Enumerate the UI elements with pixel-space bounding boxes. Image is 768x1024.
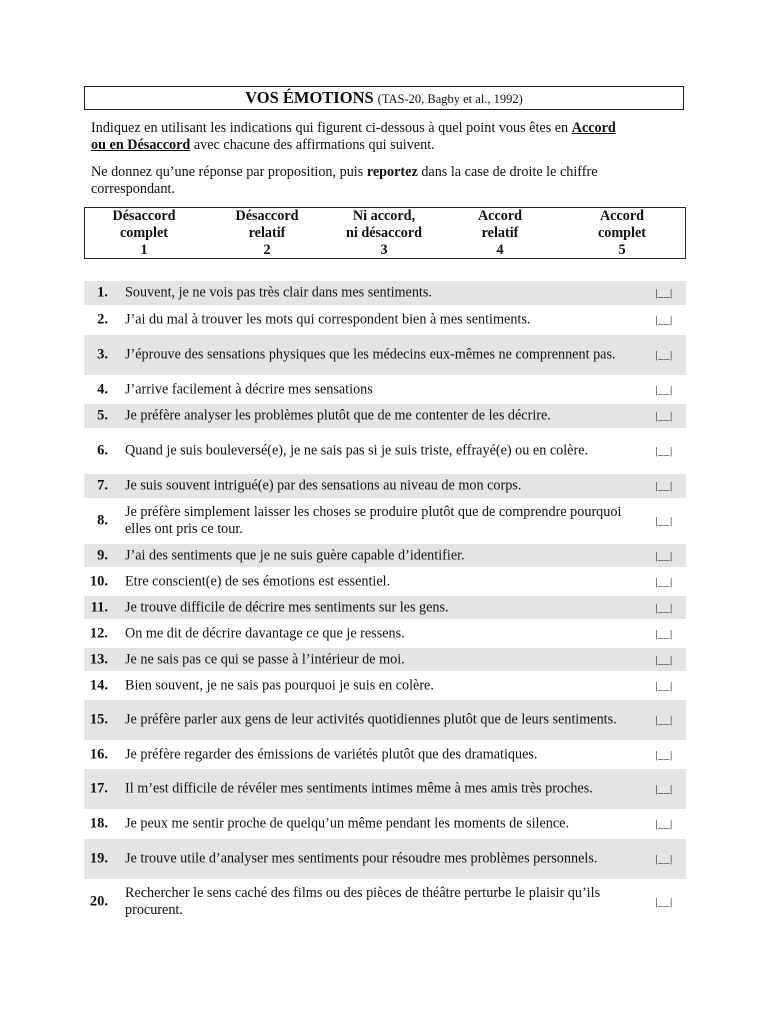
answer-box[interactable]: |__| bbox=[655, 853, 673, 865]
list-item: 20. Rechercher le sens caché des films ou des pièces de théâtre perturbe le plaisir qu’ils procurent. |__| bbox=[84, 882, 686, 922]
scale-option-2: Désaccord relatif 2 bbox=[235, 208, 299, 258]
list-item: 15. Je préfère parler aux gens de leur activités quotidiennes plutôt que de leurs sentiments. |__| bbox=[84, 700, 686, 740]
questionnaire-items bbox=[84, 281, 686, 922]
scale-option-1: Désaccord complet 1 bbox=[112, 208, 176, 258]
list-item: 19. Je trouve utile d’analyser mes sentiments pour résoudre mes problèmes personnels. |__| bbox=[84, 839, 686, 879]
page-title: VOS ÉMOTIONS bbox=[245, 88, 374, 107]
answer-box[interactable]: |__| bbox=[655, 349, 673, 361]
answer-box[interactable]: |__| bbox=[655, 714, 673, 726]
instruction-paragraph-1: Indiquez en utilisant les indications qui figurent ci-dessous à quel point vous êtes en Accord ou en Désaccord avec chacune des affirmations qui suivent. bbox=[91, 120, 616, 153]
list-item: 2. J’ai du mal à trouver les mots qui correspondent bien à mes sentiments. |__| bbox=[84, 308, 686, 332]
list-item: 5. Je préfère analyser les problèmes plutôt que de me contenter de les décrire. |__| bbox=[84, 404, 686, 428]
answer-box[interactable]: |__| bbox=[655, 818, 673, 830]
answer-box[interactable]: |__| bbox=[655, 601, 673, 614]
list-item: 10. Etre conscient(e) de ses émotions est essentiel. |__| bbox=[84, 570, 686, 593]
answer-box[interactable]: |__| bbox=[655, 575, 673, 588]
accord-label: Accord bbox=[571, 120, 616, 136]
scale-option-4: Accord relatif 4 bbox=[477, 208, 523, 258]
answer-box[interactable]: |__| bbox=[655, 445, 673, 457]
list-item: 17. Il m’est difficile de révéler mes sentiments intimes même à mes amis très proches. |__| bbox=[84, 769, 686, 809]
instruction-paragraph-2: Ne donnez qu’une réponse par proposition, puis reportez dans la case de droite le chiffre correspondant. bbox=[91, 164, 598, 197]
answer-box[interactable]: |__| bbox=[655, 896, 673, 908]
page-subtitle: (TAS-20, Bagby et al., 1992) bbox=[377, 92, 523, 106]
scale-option-5: Accord complet 5 bbox=[597, 208, 647, 258]
answer-box[interactable]: |__| bbox=[655, 549, 673, 562]
list-item: 6. Quand je suis bouleversé(e), je ne sais pas si je suis triste, effrayé(e) ou en colère. |__| bbox=[84, 431, 686, 471]
answer-box[interactable]: |__| bbox=[655, 783, 673, 795]
response-scale bbox=[84, 207, 686, 259]
answer-box[interactable]: |__| bbox=[655, 653, 673, 666]
answer-box[interactable]: |__| bbox=[655, 679, 673, 692]
list-item: 13. Je ne sais pas ce qui se passe à l’intérieur de moi. |__| bbox=[84, 648, 686, 671]
answer-box[interactable]: |__| bbox=[655, 480, 673, 492]
list-item: 11. Je trouve difficile de décrire mes sentiments sur les gens. |__| bbox=[84, 596, 686, 619]
list-item: 9. J’ai des sentiments que je ne suis guère capable d’identifier. |__| bbox=[84, 544, 686, 567]
list-item: 14. Bien souvent, je ne sais pas pourquoi je suis en colère. |__| bbox=[84, 674, 686, 697]
scale-option-3: Ni accord, ni désaccord 3 bbox=[345, 208, 423, 258]
title-box bbox=[84, 86, 684, 110]
list-item: 18. Je peux me sentir proche de quelqu’un même pendant les moments de silence. |__| bbox=[84, 812, 686, 836]
list-item: 4. J’arrive facilement à décrire mes sensations |__| bbox=[84, 378, 686, 401]
desaccord-label: ou en Désaccord bbox=[91, 137, 191, 153]
list-item: 7. Je suis souvent intrigué(e) par des sensations au niveau de mon corps. |__| bbox=[84, 474, 686, 498]
answer-box[interactable]: |__| bbox=[655, 287, 673, 299]
answer-box[interactable]: |__| bbox=[655, 748, 673, 761]
reportez-label: reportez bbox=[366, 164, 418, 180]
answer-box[interactable]: |__| bbox=[655, 410, 673, 422]
list-item: 16. Je préfère regarder des émissions de variétés plutôt que des dramatiques. |__| bbox=[84, 743, 686, 766]
list-item: 1. Souvent, je ne vois pas très clair dans mes sentiments. |__| bbox=[84, 281, 686, 305]
list-item: 8. Je préfère simplement laisser les choses se produire plutôt que de comprendre pourquoi elles ont pris ce tour. |__| bbox=[84, 501, 686, 541]
answer-box[interactable]: |__| bbox=[655, 515, 673, 527]
list-item: 3. J’éprouve des sensations physiques que les médecins eux-mêmes ne comprennent pas. |__| bbox=[84, 335, 686, 375]
answer-box[interactable]: |__| bbox=[655, 314, 673, 326]
answer-box[interactable]: |__| bbox=[655, 383, 673, 396]
answer-box[interactable]: |__| bbox=[655, 627, 673, 640]
list-item: 12. On me dit de décrire davantage ce que je ressens. |__| bbox=[84, 622, 686, 645]
